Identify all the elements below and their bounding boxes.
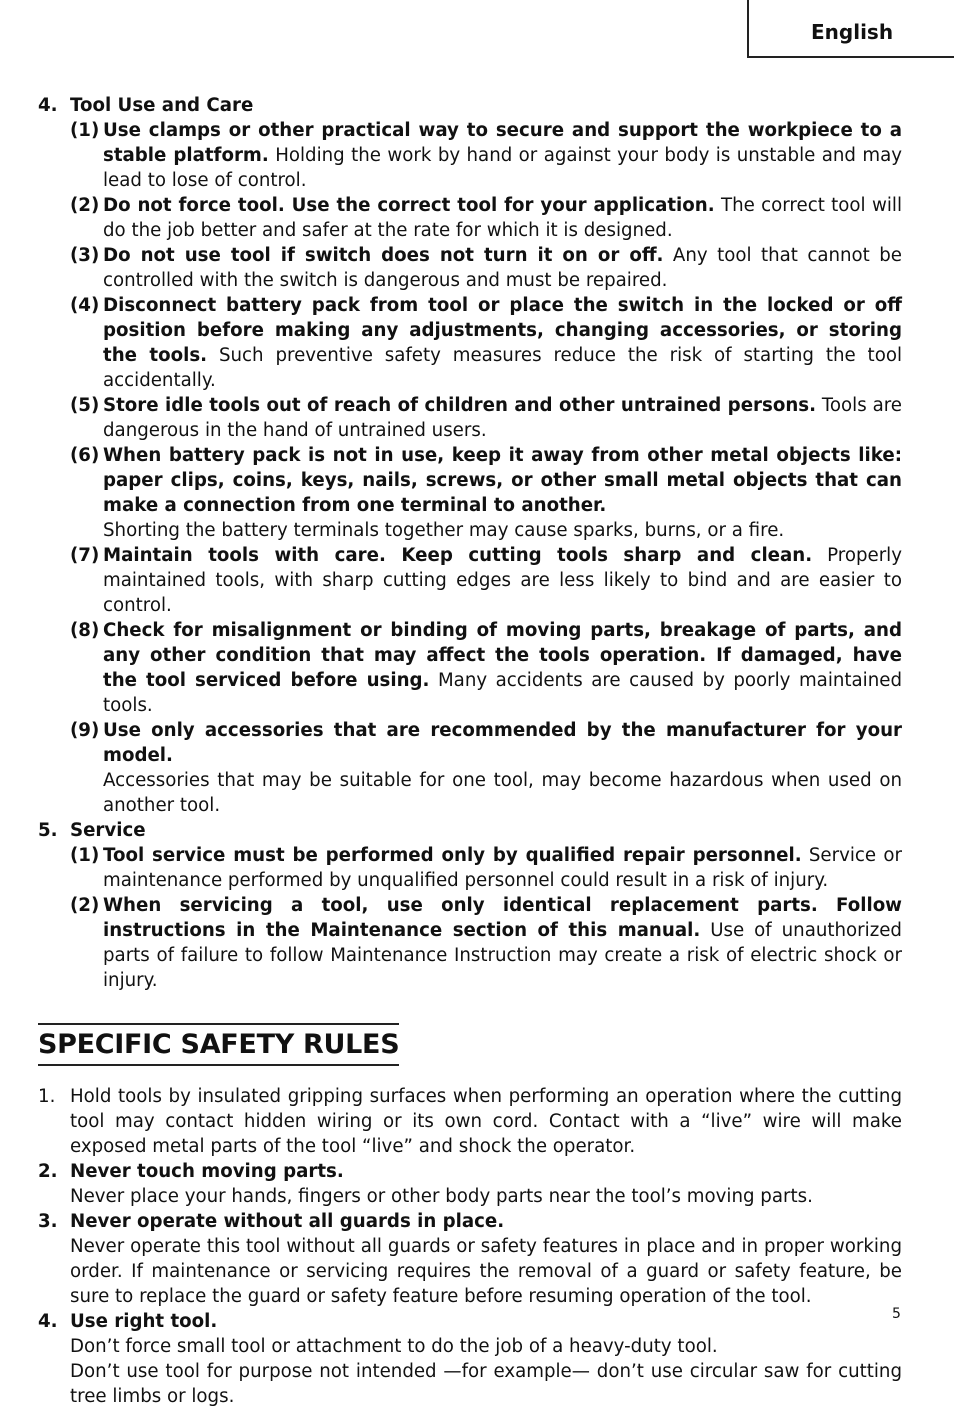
section-tool-use — [38, 93, 902, 818]
item-text: Many accidents are caused by poorly maintained tools. — [103, 670, 902, 716]
item-number: (7) — [70, 545, 100, 566]
item-bold-text: Disconnect battery pack from tool or place the switch in the locked or off position before making any adjustments, changing accessories, or storing the tools. — [103, 295, 902, 366]
list-item — [70, 393, 902, 443]
item-text: The correct tool will do the job better and safer at the rate for which it is designed. — [103, 195, 902, 241]
item-number: (9) — [70, 720, 100, 741]
item-bold-text: When battery pack is not in use, keep it away from other metal objects like: paper clips, coins, keys, nails, screws, or other small metal objects that can make a connection from one terminal to another. — [103, 445, 902, 516]
item-text: Accessories that may be suitable for one tool, may become hazardous when used on another tool. — [103, 770, 902, 816]
item-bold-text: Check for misalignment or binding of moving parts, breakage of parts, and any other condition that may affect the tools operation. If damaged, have the tool serviced before using. — [103, 620, 902, 691]
section-number: 4. — [38, 95, 58, 116]
list-item — [70, 618, 902, 718]
specific-rule-item — [38, 1209, 902, 1309]
section-service — [38, 818, 902, 993]
rule-number: 4. — [38, 1311, 58, 1332]
item-bold-text: Do not use tool if switch does not turn it on or off. — [103, 245, 664, 266]
language-label: English — [811, 20, 894, 44]
list-item — [70, 443, 902, 543]
list-item — [70, 193, 902, 243]
item-number: (1) — [70, 845, 100, 866]
item-text: Such preventive safety measures reduce the risk of starting the tool accidentally. — [103, 345, 902, 391]
rule-text: Hold tools by insulated gripping surfaces when performing an operation where the cutting tool may contact hidden wiring or its own cord. Contact with a “live” wire will make exposed metal parts of the tool “live” and shock the operator. — [70, 1086, 902, 1157]
rule-number: 3. — [38, 1211, 58, 1232]
rule-number: 1. — [38, 1086, 56, 1107]
item-bold-text: When servicing a tool, use only identical replacement parts. Follow instructions in the Maintenance section of this manual. — [103, 895, 902, 941]
rule-text: Don’t force small tool or attachment to do the job of a heavy-duty tool. — [70, 1336, 718, 1357]
list-item — [70, 543, 902, 618]
item-text: Use of unauthorized parts of failure to follow Maintenance Instruction may create a risk of electric shock or injury. — [103, 920, 902, 991]
item-bold-text: Do not force tool. Use the correct tool for your application. — [103, 195, 715, 216]
item-number: (4) — [70, 295, 100, 316]
list-item — [70, 893, 902, 993]
rule-title: Use right tool. — [70, 1311, 218, 1332]
item-text: Holding the work by hand or against your body is unstable and may lead to lose of control. — [103, 145, 902, 191]
list-item — [70, 293, 902, 393]
item-number: (2) — [70, 195, 100, 216]
section-title: Service — [70, 820, 146, 841]
document-body — [38, 93, 902, 1409]
specific-rule-item — [38, 1084, 902, 1159]
specific-rule-item — [38, 1159, 902, 1209]
specific-rules-heading-wrap — [38, 1023, 902, 1066]
section-title: Tool Use and Care — [70, 95, 254, 116]
rule-title: Never touch moving parts. — [70, 1161, 344, 1182]
item-number: (3) — [70, 245, 100, 266]
list-item — [70, 843, 902, 893]
rule-title: Never operate without all guards in place. — [70, 1211, 505, 1232]
item-number: (1) — [70, 120, 100, 141]
item-number: (2) — [70, 895, 100, 916]
item-bold-text: Tool service must be performed only by qualified repair personnel. — [103, 845, 802, 866]
item-number: (6) — [70, 445, 100, 466]
specific-rule-item — [38, 1309, 902, 1409]
item-number: (8) — [70, 620, 100, 641]
list-item — [70, 118, 902, 193]
item-text: Properly maintained tools, with sharp cutting edges are less likely to bind and are easier to control. — [103, 545, 902, 616]
item-text: Tools are dangerous in the hand of untrained users. — [103, 395, 902, 441]
item-bold-text: Use clamps or other practical way to secure and support the workpiece to a stable platform. — [103, 120, 902, 166]
rule-number: 2. — [38, 1161, 58, 1182]
page-number: 5 — [892, 1306, 901, 1322]
item-bold-text: Use only accessories that are recommended by the manufacturer for your model. — [103, 720, 902, 766]
specific-rules-heading: SPECIFIC SAFETY RULES — [38, 1023, 399, 1066]
item-bold-text: Store idle tools out of reach of children and other untrained persons. — [103, 395, 817, 416]
item-number: (5) — [70, 395, 100, 416]
language-tab — [747, 0, 954, 58]
item-bold-text: Maintain tools with care. Keep cutting tools sharp and clean. — [103, 545, 813, 566]
item-text: Service or maintenance performed by unqualified personnel could result in a risk of injury. — [103, 845, 902, 891]
rule-text: Never place your hands, fingers or other body parts near the tool’s moving parts. — [70, 1186, 813, 1207]
item-text: Any tool that cannot be controlled with the switch is dangerous and must be repaired. — [103, 245, 902, 291]
rule-text: Never operate this tool without all guards or safety features in place and in proper working order. If maintenance or servicing requires the removal of a guard or safety feature, be sure to replace the guard or safety feature before resuming operation of the tool. — [70, 1236, 902, 1307]
list-item — [70, 718, 902, 818]
list-item — [70, 243, 902, 293]
section-number: 5. — [38, 820, 58, 841]
rule-text: Don’t use tool for purpose not intended —for example— don’t use circular saw for cutting tree limbs or logs. — [70, 1361, 902, 1407]
item-text: Shorting the battery terminals together may cause sparks, burns, or a fire. — [103, 520, 785, 541]
